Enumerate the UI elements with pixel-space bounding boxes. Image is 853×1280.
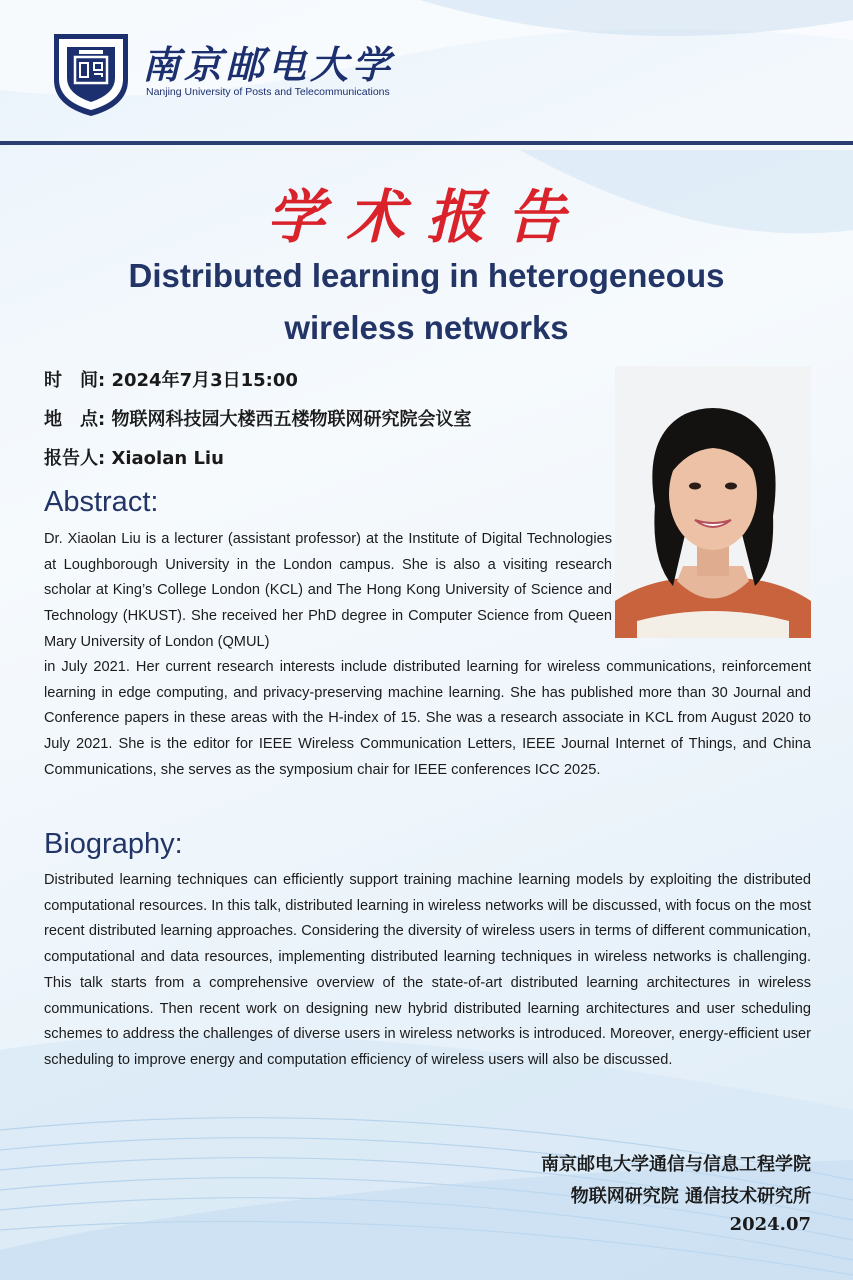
footer-school: 南京邮电大学通信与信息工程学院	[541, 1154, 811, 1175]
university-name-en: Nanjing University of Posts and Telecommunications	[146, 86, 390, 98]
abstract-text-top: Dr. Xiaolan Liu is a lecturer (assistant professor) at the Institute of Digital Technologies at Loughborough University in the London campus. She is also a visiting research scholar at King’s College London (KCL) and The Hong Kong University of Science and Technology (HKUST). She received her PhD degree in Computer Science from Queen Mary University of London (QMUL)	[44, 531, 612, 650]
abstract-heading: Abstract:	[44, 486, 159, 518]
abstract-text-rest: in July 2021. Her current research interests include distributed learning for wireless communications, reinforcement learning in edge computing, and privacy-preserving machine learning. She has published more than 30 Journal and Conference papers in these areas with the H-index of 15. She was a research associate in KCL from August 2020 to July 2021. She is the editor for IEEE Wireless Communication Letters, IEEE Journal Internet of Things, and China Communications, she serves as the symposium chair for IEEE conferences ICC 2025.	[44, 659, 811, 778]
speaker-label: 报告人:	[44, 448, 106, 469]
place-row	[44, 405, 471, 431]
place-value: 物联网科技园大楼西五楼物联网研究院会议室	[111, 409, 472, 430]
university-seal-icon	[50, 30, 132, 118]
speaker-row	[44, 444, 224, 470]
speaker-value: Xiaolan Liu	[111, 448, 224, 469]
time-label: 时 间:	[44, 370, 106, 391]
footer-date: 2024.07	[729, 1214, 811, 1235]
footer-institutes: 物联网研究院 通信技术研究所	[570, 1186, 811, 1207]
talk-title	[40, 250, 813, 354]
university-name-cn: 南京邮电大学	[142, 42, 395, 87]
place-label: 地 点:	[44, 409, 106, 430]
talk-title-line-1: Distributed learning in heterogeneous	[128, 257, 725, 294]
time-value: 2024年7月3日15:00	[111, 370, 298, 391]
header-divider	[0, 141, 853, 145]
time-row	[44, 366, 298, 392]
biography-heading: Biography:	[44, 828, 183, 860]
biography-text: Distributed learning techniques can efficiently support training machine learning models by exploiting the distributed computational resources. In this talk, distributed learning in wireless networks will be discussed, with focus on the most recent distributed learning approaches. Considering the diversity of wireless users in terms of different communication, computational and data resources, implementing distributed learning techniques in wireless networks is challenging. This talk starts from a comprehensive overview of the state-of-art distributed learning architectures in wireless communications. Then recent work on designing new hybrid distributed learning architectures and user scheduling schemes to address the challenges of diverse users in wireless networks is introduced. Moreover, energy-efficient user scheduling to improve energy and computation efficiency of wireless users will also be discussed.	[44, 872, 811, 1068]
talk-title-line-2: wireless networks	[284, 309, 569, 346]
speaker-photo	[615, 366, 811, 638]
report-heading: 学术报告	[266, 183, 587, 251]
